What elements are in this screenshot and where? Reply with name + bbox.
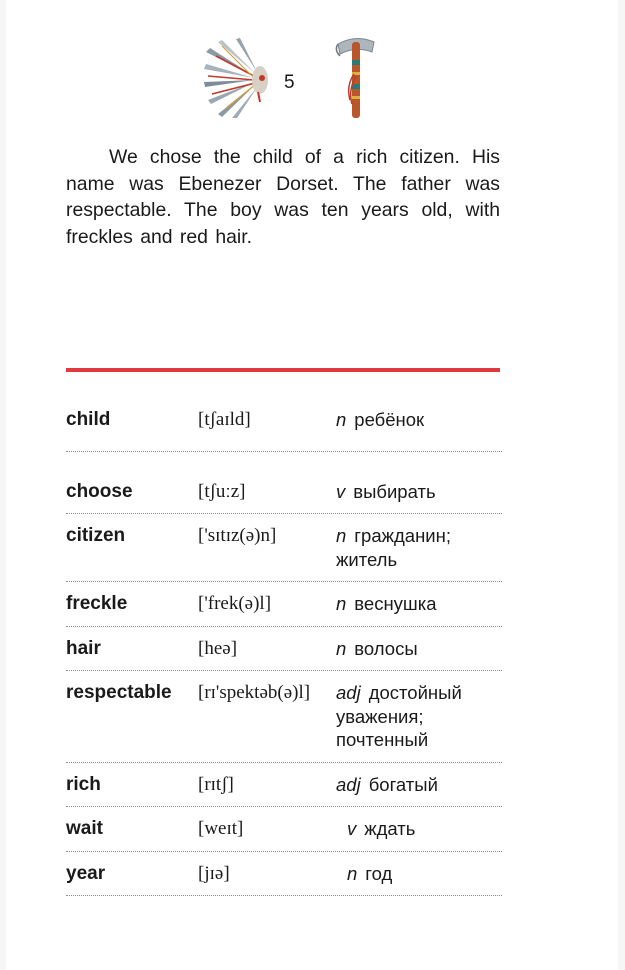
vocab-transcription: [tʃaɪld] — [198, 409, 251, 430]
vocab-row — [66, 582, 502, 627]
story-paragraph: We chose the child of a rich citizen. His name was Ebenezer Dorset. The father was respectable. The boy was ten years old, with freckles and red hair. — [66, 146, 500, 248]
vocab-word: wait — [66, 818, 103, 839]
vocab-pos: n — [336, 637, 347, 659]
vocab-word: choose — [66, 480, 133, 502]
vocab-word: hair — [66, 637, 101, 659]
vocab-translation: волосы — [354, 637, 418, 659]
vocab-transcription: [weɪt] — [198, 818, 244, 839]
vocab-translation: гражданин; житель — [336, 525, 451, 570]
vocab-transcription: [tʃuːz] — [198, 480, 246, 502]
vocab-row — [66, 671, 502, 763]
vocab-translation: выбирать — [353, 480, 436, 502]
vocab-translation: богатый — [368, 773, 438, 795]
vocab-meaning — [336, 637, 502, 661]
vocab-transcription: ['sɪtɪz(ə)n] — [198, 525, 277, 546]
vocab-pos: n — [336, 409, 347, 430]
vocab-pos: adj — [336, 682, 361, 703]
vocab-pos: n — [336, 593, 347, 614]
vocabulary-list — [66, 398, 502, 896]
vocab-translation: веснушка — [354, 593, 437, 614]
vocab-meaning — [336, 480, 502, 504]
vocab-row — [66, 398, 502, 452]
vocab-translation: достойный уважения; почтенный — [336, 682, 462, 750]
vocab-word: year — [66, 862, 106, 884]
book-page — [6, 0, 618, 970]
vocab-word: citizen — [66, 525, 126, 546]
vocab-transcription: [rɪ'spektəb(ə)l] — [198, 682, 311, 703]
vocab-transcription: [heə] — [198, 637, 238, 659]
vocab-meaning — [336, 408, 502, 432]
vocab-meaning — [336, 862, 502, 886]
vocab-transcription: [jɪə] — [198, 862, 230, 884]
tomahawk-icon — [332, 34, 380, 120]
feather-headdress-icon — [202, 36, 278, 118]
vocab-meaning — [336, 773, 502, 797]
vocab-row — [66, 452, 502, 515]
vocab-word: rich — [66, 773, 101, 795]
vocab-meaning — [336, 524, 502, 571]
vocab-row — [66, 514, 502, 582]
vocab-transcription: ['frek(ə)l] — [198, 593, 272, 614]
vocab-translation: ребёнок — [354, 409, 425, 430]
vocab-translation: год — [365, 862, 393, 884]
vocab-meaning — [336, 681, 502, 752]
vocab-pos: v — [347, 818, 357, 839]
vocab-word: child — [66, 409, 111, 430]
vocab-meaning — [336, 817, 502, 841]
page-number: 5 — [284, 72, 295, 93]
vocab-translation: ждать — [364, 818, 416, 839]
vocab-row — [66, 627, 502, 672]
vocab-pos: adj — [336, 773, 361, 795]
vocab-row — [66, 763, 502, 808]
vocab-row — [66, 852, 502, 897]
vocab-word: respectable — [66, 682, 172, 703]
vocab-meaning — [336, 592, 502, 616]
vocab-pos: n — [336, 525, 347, 546]
vocab-transcription: [rɪtʃ] — [198, 773, 234, 795]
vocab-pos: v — [336, 480, 346, 502]
vocab-word: freckle — [66, 593, 128, 614]
red-divider — [66, 368, 500, 372]
vocab-row — [66, 807, 502, 852]
vocab-pos: n — [347, 862, 358, 884]
